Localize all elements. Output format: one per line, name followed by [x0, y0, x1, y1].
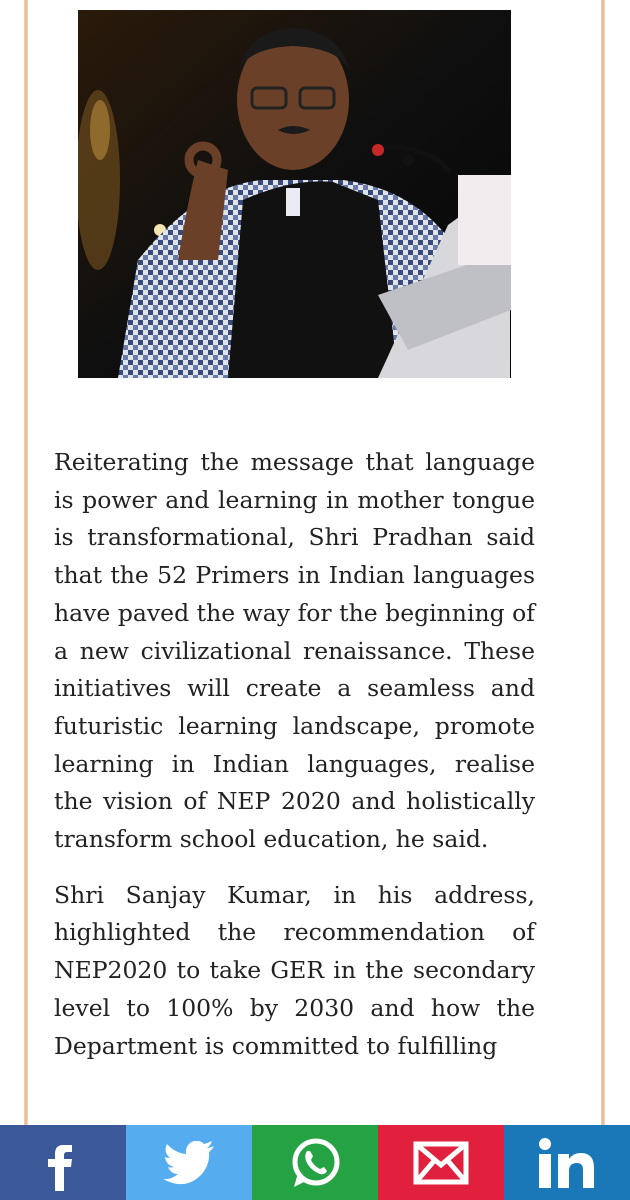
- linkedin-icon: [539, 1138, 595, 1188]
- facebook-icon: [43, 1135, 83, 1191]
- speaker-photo-illustration: [78, 10, 511, 378]
- email-share-button[interactable]: [378, 1125, 504, 1200]
- frame-border-right: [601, 0, 605, 1200]
- linkedin-share-button[interactable]: [504, 1125, 630, 1200]
- twitter-icon: [163, 1141, 215, 1185]
- article-paragraph: Shri Sanjay Kumar, in his address, highlighted the recommendation of NEP2020 to take GER in the secondary level to 100% by 2030 and how the Department is committed to fulfilling: [54, 880, 535, 1060]
- twitter-share-button[interactable]: [126, 1125, 252, 1200]
- article-content: [28, 0, 601, 1200]
- speaker-photo: [78, 10, 511, 378]
- whatsapp-share-button[interactable]: [252, 1125, 378, 1200]
- article-paragraph: Reiterating the message that language is power and learning in mother tongue is transformational, Shri Pradhan said that the 52 Primers in Indian languages have paved the way for the beginning of a new civilizational renaissance. These initiatives will create a seamless and futuristic learning landscape, promote learning in Indian languages, realise the vision of NEP 2020 and holistically transform school education, he said.: [54, 448, 535, 854]
- article-body: [54, 444, 535, 1083]
- email-icon: [413, 1141, 469, 1185]
- share-bar: [0, 1125, 630, 1200]
- facebook-share-button[interactable]: [0, 1125, 126, 1200]
- whatsapp-icon: [289, 1137, 341, 1189]
